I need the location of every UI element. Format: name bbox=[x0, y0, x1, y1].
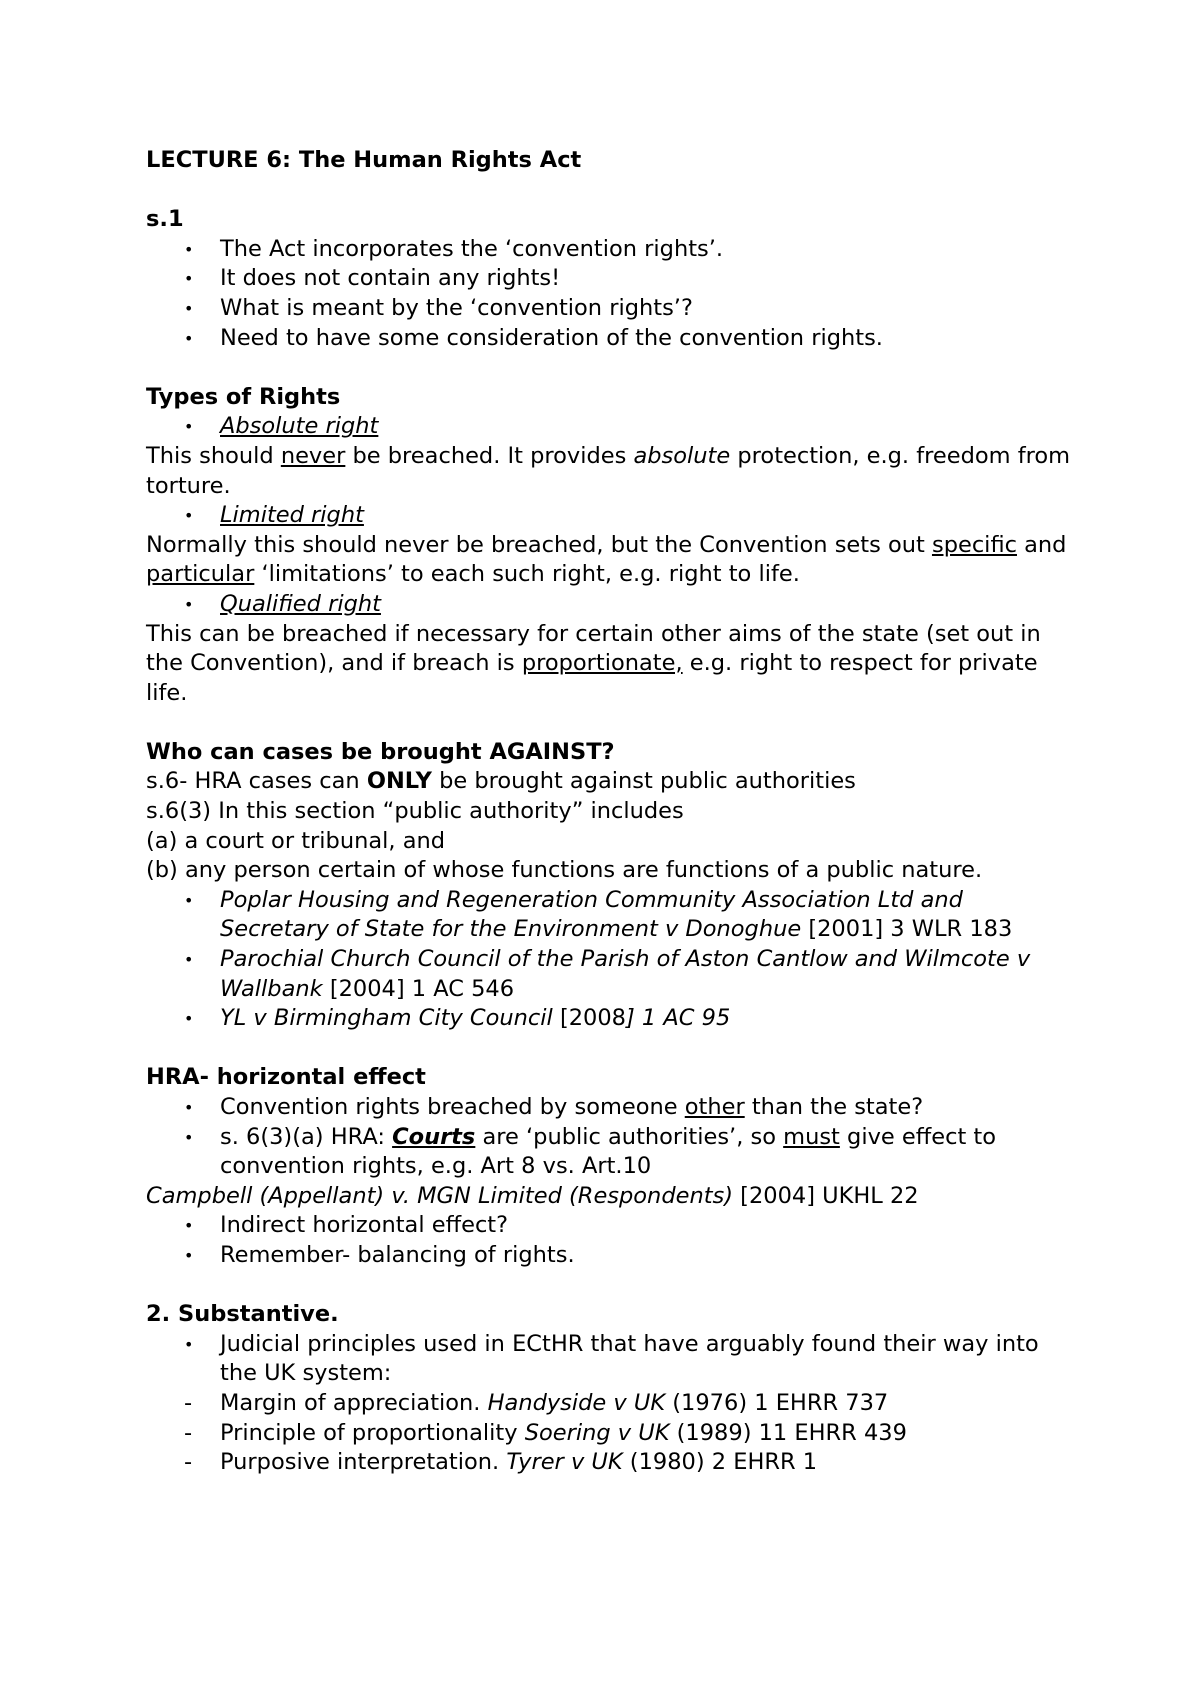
list-item: • Indirect horizontal effect? bbox=[184, 1212, 509, 1239]
s6-text: s.6- HRA cases can ONLY be brought against public authorities bbox=[146, 768, 856, 795]
section-heading-against: Who can cases be brought AGAINST? bbox=[146, 738, 615, 765]
case-item: • Parochial Church Council of the Parish of Aston Cantlow and Wilmcote v Wallbank [2004] 1 AC 546 bbox=[184, 946, 1031, 1002]
dash-item: - Principle of proportionality Soering v UK (1989) 11 EHRR 439 bbox=[184, 1419, 907, 1446]
clause-b: (b) any person certain of whose functions are functions of a public nature. bbox=[146, 857, 983, 884]
list-item: • Judicial principles used in ECtHR that have arguably found their way into the UK system: bbox=[184, 1330, 1039, 1387]
list-item-absolute: • Absolute right bbox=[184, 413, 379, 440]
absolute-right-description: This should never be breached. It provides absolute protection, e.g. freedom from torture. bbox=[146, 442, 1071, 499]
list-item: • Need to have some consideration of the convention rights. bbox=[184, 324, 883, 351]
case-item: • Poplar Housing and Regeneration Community Association Ltd and Secretary of State for the Environment v Donoghue [2001] 3 WLR 183 bbox=[184, 886, 1013, 943]
section-heading-horizontal: HRA- horizontal effect bbox=[146, 1064, 426, 1091]
section-heading-types: Types of Rights bbox=[146, 383, 341, 410]
list-item: • The Act incorporates the ‘convention rights’. bbox=[184, 235, 724, 262]
list-item: • It does not contain any rights! bbox=[184, 265, 561, 292]
list-item: • What is meant by the ‘convention rights’? bbox=[184, 294, 693, 321]
section-heading-substantive: 2. Substantive. bbox=[146, 1301, 339, 1328]
campbell-case: Campbell (Appellant) v. MGN Limited (Respondents) [2004] UKHL 22 bbox=[146, 1182, 919, 1209]
list-item-limited: • Limited right bbox=[184, 502, 364, 529]
list-item: • Convention rights breached by someone other than the state? bbox=[184, 1094, 924, 1120]
case-item: • YL v Birmingham City Council [2008] 1 AC 95 bbox=[184, 1005, 731, 1032]
list-item-qualified: • Qualified right bbox=[184, 590, 381, 617]
section-heading-s1: s.1 bbox=[146, 206, 184, 233]
page-title: LECTURE 6: The Human Rights Act bbox=[146, 147, 582, 173]
s63-text: s.6(3) In this section “public authority” includes bbox=[146, 798, 684, 825]
list-item: • s. 6(3)(a) HRA: Courts are ‘public authorities’, so must give effect to convention rights, e.g. Art 8 vs. Art.10 bbox=[184, 1123, 997, 1180]
list-item: • Remember- balancing of rights. bbox=[184, 1241, 575, 1268]
limited-right-description: Normally this should never be breached, but the Convention sets out specific and particular ‘limitations’ to each such right, e.g. right to life. bbox=[146, 531, 1067, 588]
clause-a: (a) a court or tribunal, and bbox=[146, 827, 446, 854]
qualified-right-description: This can be breached if necessary for certain other aims of the state (set out in the Convention), and if breach is proportionate, e.g. right to respect for private life. bbox=[146, 620, 1041, 706]
lecture-notes bbox=[146, 146, 1076, 1478]
dash-item: - Purposive interpretation. Tyrer v UK (1980) 2 EHRR 1 bbox=[184, 1449, 818, 1476]
dash-item: - Margin of appreciation. Handyside v UK (1976) 1 EHRR 737 bbox=[184, 1389, 889, 1416]
